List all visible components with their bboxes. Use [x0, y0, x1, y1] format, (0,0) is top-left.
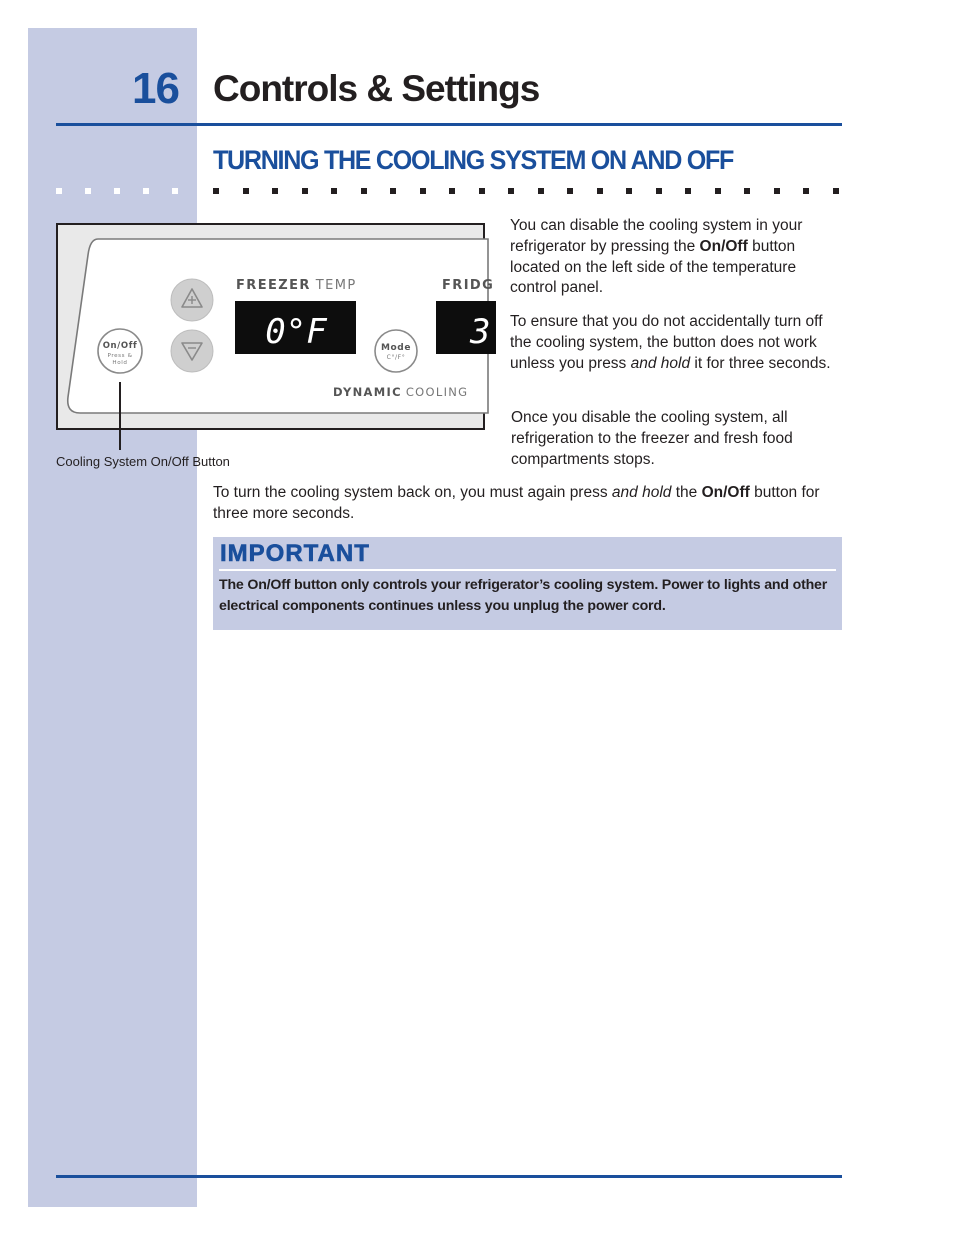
- fridge-label: FRIDG: [442, 278, 495, 293]
- onoff-button-label: On/Off: [102, 341, 138, 351]
- header-rule: [56, 123, 842, 126]
- fridge-display-value: 3: [470, 312, 491, 352]
- plus-button-graphic: [171, 279, 213, 321]
- freezer-label: FREEZER TEMP: [236, 278, 357, 293]
- onoff-button-sublabel-2: Hold: [112, 360, 128, 366]
- mode-button-graphic: [375, 330, 417, 372]
- important-notice: [213, 537, 842, 630]
- paragraph-turn-back-on: To turn the cooling system back on, you must again press and hold the On/Off button for three more seconds.: [213, 484, 820, 522]
- footer-rule: [56, 1175, 842, 1178]
- paragraph-refrigeration-stops: Once you disable the cooling system, all refrigeration to the freezer and fresh food compartments stops.: [511, 409, 793, 468]
- important-text: The On/Off button only controls your refrigerator’s cooling system. Power to lights and other electrical components continues unless you unplug the power cord.: [219, 577, 828, 614]
- minus-button-graphic: [171, 330, 213, 372]
- page-title: Controls & Settings: [213, 68, 540, 109]
- callout-leader-line: [119, 382, 121, 450]
- freezer-display-value: 0°F: [265, 312, 327, 352]
- important-title: IMPORTANT: [220, 540, 370, 567]
- brand-label: DYNAMIC COOLING: [333, 385, 469, 399]
- section-title: TURNING THE COOLING SYSTEM ON AND OFF: [213, 145, 734, 175]
- onoff-button-graphic: [98, 329, 142, 373]
- mode-button-sublabel: C°/F°: [386, 354, 406, 361]
- important-rule: [219, 569, 836, 571]
- paragraph-press-and-hold: To ensure that you do not accidentally turn off the cooling system, the button does not work unless you press and hold it for three seconds.: [510, 313, 831, 372]
- page-number: 16: [132, 64, 179, 113]
- dotted-divider-right: [213, 188, 843, 194]
- control-panel-drawing: [58, 225, 495, 428]
- callout-label: Cooling System On/Off Button: [56, 454, 230, 469]
- sidebar-band: [28, 28, 197, 1207]
- dotted-divider-left: [56, 188, 186, 194]
- paragraph-disable-info: You can disable the cooling system in your refrigerator by pressing the On/Off button located on the left side of the temperature control panel.: [510, 217, 803, 297]
- onoff-button-sublabel-1: Press &: [107, 353, 133, 359]
- mode-button-label: Mode: [380, 343, 412, 353]
